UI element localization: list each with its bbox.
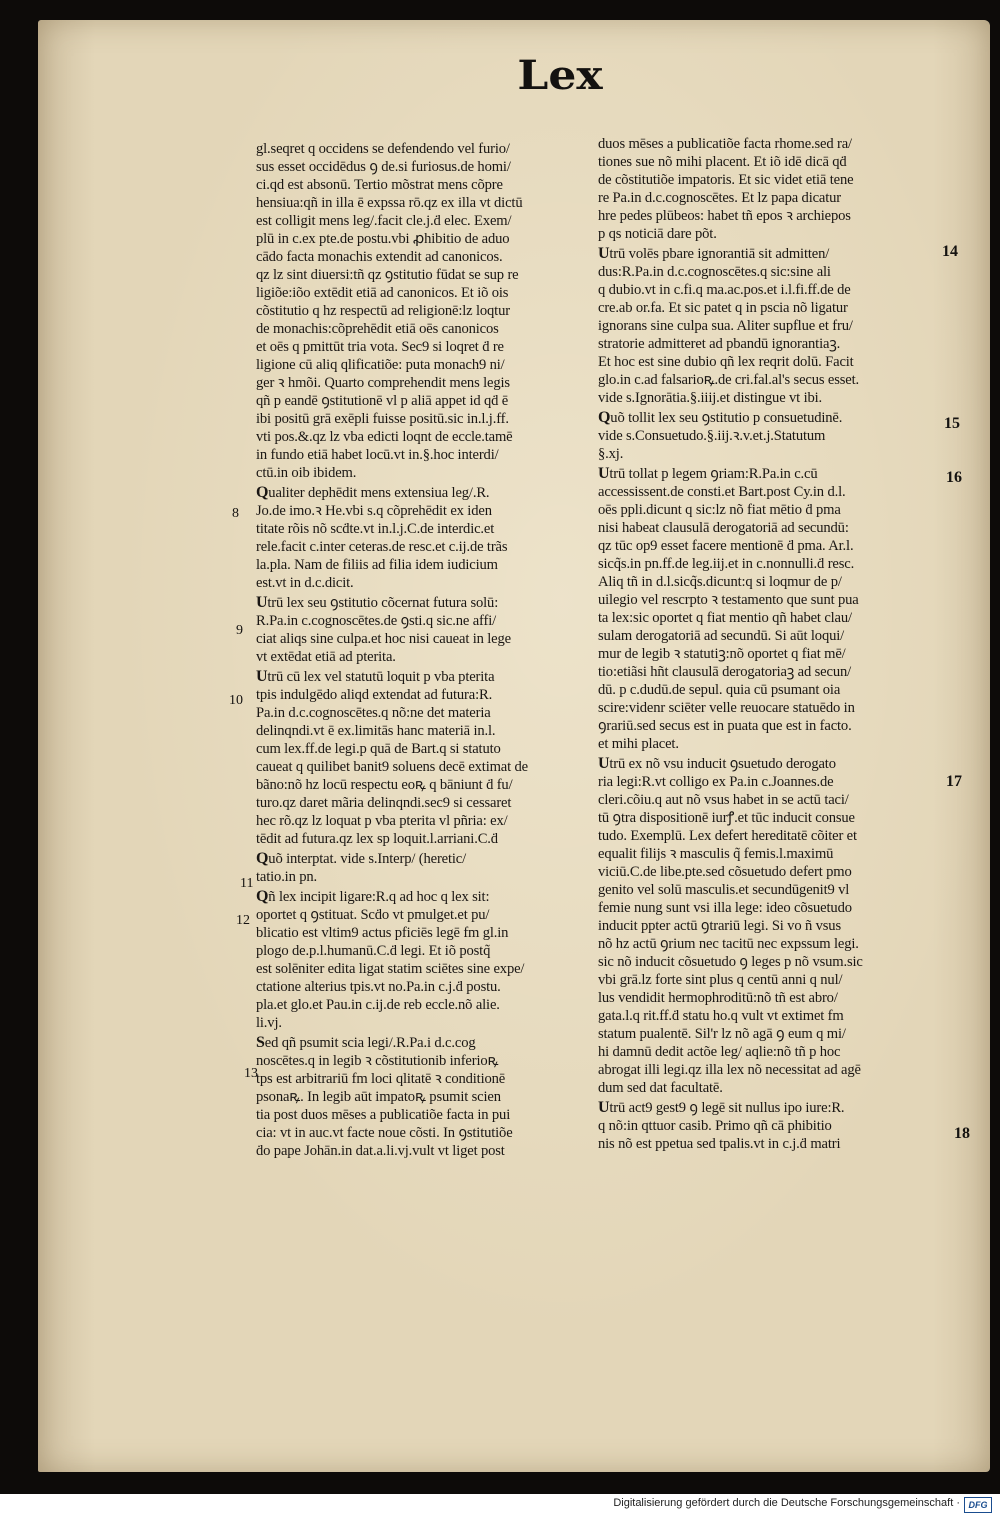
text-line: sulam derogatoriā ad secundū. Si aūt loqui/ — [598, 628, 845, 644]
text-line: plū in c.ex pte.de postu.vbi ꝓhibitio de aduo — [256, 231, 510, 247]
margin-number: 9 — [236, 623, 243, 638]
text-line: §.xj. — [598, 446, 624, 462]
text-line: ciat aliqs sine culpa.et hoc nisi caueat in lege — [256, 631, 511, 647]
text-line: hensiua:qñ in illa ē expssa rō.qz ex illa vt dictū — [256, 195, 523, 211]
text-line: Qualiter dephēdit mens extensiua leg/.R. — [256, 484, 490, 501]
margin-number: 18 — [954, 1125, 970, 1142]
text-line: sic nõ inducit cõsuetudo ꝯ leges p nõ vsum.sic — [598, 954, 863, 970]
text-line: caueat q quilibet banit9 soluens decē extimat de — [256, 759, 529, 775]
margin-number: 11 — [240, 876, 254, 891]
text-line: tū ꝯtra dispositionē iurꝭ.et tūc inducit consue — [598, 810, 855, 826]
text-line: re Pa.in d.c.cognoscētes. Et lz papa dicatur — [598, 190, 842, 206]
text-line: est colligit mens leg/.facit cle.j.ḋ elec. Exem/ — [256, 213, 512, 229]
text-line: ria legi:R.vt colligo ex Pa.in c.Joannes.de — [598, 774, 834, 790]
text-line: cādo facta monachis extendit ad canonicos. — [256, 249, 503, 265]
text-line: dū. p c.dudū.de sepul. quia cū psumant oia — [598, 682, 841, 698]
text-line: blicatio est vltim9 actus pficiēs legē fm gl.in — [256, 925, 509, 941]
text-paragraph — [598, 245, 936, 407]
text-line: dus:R.Pa.in d.c.cognoscētes.q sic:sine ali — [598, 264, 831, 280]
text-line: vide s.Consuetudo.§.iij.ꝛ.v.et.j.Statutum — [598, 428, 826, 444]
text-line: statum pualentē. Sil'r lz nõ agā ꝯ eum q mi/ — [598, 1026, 846, 1042]
margin-number: 15 — [944, 415, 960, 432]
text-paragraph — [598, 135, 936, 243]
text-line: tatio.in pn. — [256, 869, 318, 885]
text-line: nisi habeat clausulā derogatoriā ad secundū: — [598, 520, 849, 536]
text-line: Utrū cū lex vel statutū loquit p vba pterita — [256, 668, 495, 685]
text-paragraph — [256, 484, 586, 592]
text-line: glo.in c.ad falsarioꝶ.de cri.fal.al's secus esset. — [598, 372, 860, 388]
margin-number: 8 — [232, 506, 239, 521]
text-line: ignorans sine culpa sua. Aliter supflue et fru/ — [598, 318, 853, 334]
text-line: ta lex:sic oportet q fiat mentio qñ habet clau/ — [598, 610, 852, 626]
text-line: tiones sue nõ mihi placent. Et iõ idē dicā qḋ — [598, 154, 847, 170]
bleed-through-mark — [288, 72, 312, 97]
funding-notice: Digitalisierung gefördert durch die Deutsche Forschungsgemeinschaft · — [613, 1497, 960, 1509]
text-line: Utrū lex seu ꝯstitutio cõcernat futura solū: — [256, 594, 499, 611]
text-line: psonaꝶ. In legib aūt impatoꝶ psumit scien — [256, 1089, 501, 1105]
text-paragraph — [256, 140, 586, 482]
text-line: abrogat illi legi.qz illa lex nõ necessitat ad agē — [598, 1062, 861, 1078]
text-line: tēdit ad futura.qz lex sp loquit.l.arriani.C.ḋ — [256, 831, 498, 847]
text-line: genito vel solū masculis.et secundūgenit9 vl — [598, 882, 850, 898]
text-line: Utrū act9 gest9 ꝯ legē sit nullus ipo iure:R. — [598, 1099, 845, 1116]
text-line: equalit filijs ꝛ masculis q̃ femis.l.maximū — [598, 846, 834, 862]
text-line: Utrū volēs pbare ignorantiā sit admitten/ — [598, 245, 830, 262]
text-line: hre pedes plūbeos: habet tñ epos ꝛ archiepos — [598, 208, 851, 224]
text-line: gata.l.q rit.ff.ḋ statu ho.q vult vt extimet fm — [598, 1008, 844, 1024]
text-line: Sed qñ psumit scia legi/.R.Pa.i d.c.cog — [256, 1034, 476, 1051]
text-line: Et hoc est sine dubio qñ lex reqrit dolū. Facit — [598, 354, 854, 370]
text-line: nis nõ est ppetua sed tpalis.vt in c.j.ḋ matri — [598, 1136, 841, 1152]
text-line: oportet q ꝯstituat. Scḋo vt pmulget.et pu/ — [256, 907, 490, 923]
margin-number: 16 — [946, 469, 962, 486]
text-line: et oēs q pmittūt tria vota. Sec9 si loqret ḋ re — [256, 339, 504, 355]
text-line: Utrū ex nõ vsu inducit ꝯsuetudo derogato — [598, 755, 836, 772]
text-line: ci.qd est absonū. Tertio mõstrat mens cõpre — [256, 177, 503, 193]
text-line: ḋo pape Johān.in dat.a.li.vj.vult vt liget post — [256, 1143, 505, 1159]
text-line: R.Pa.in c.cognoscētes.de ꝯsti.q sic.ne affi/ — [256, 613, 497, 629]
footer-bar — [0, 1494, 1000, 1515]
text-line: q nõ:in qttuor casib. Primo qñ cā phibitio — [598, 1118, 832, 1134]
text-line: Quõ interptat. vide s.Interp/ (heretic/ — [256, 850, 467, 867]
text-line: femie nung sunt vsi illa lege: ideo cõsuetudo — [598, 900, 852, 916]
margin-number: 14 — [942, 243, 958, 260]
text-line: et mihi placet. — [598, 736, 679, 752]
text-line: tio:etiãsi hñt clausulā derogatoriaꝫ ad secun/ — [598, 664, 852, 680]
text-paragraph — [256, 888, 586, 1032]
text-paragraph — [598, 755, 936, 1097]
text-line: hi damnū dedit actõe leg/ aqlie:nõ tñ p hoc — [598, 1044, 841, 1060]
text-paragraph — [598, 465, 936, 753]
text-paragraph — [598, 1099, 936, 1153]
text-line: lus vendidit hermophroditū:nõ tñ est abro/ — [598, 990, 838, 1006]
text-line: cõstitutio q hz respectū ad religionē:lz loqtur — [256, 303, 510, 319]
text-line: stratorie admitteret ad pbandū ignorantiaꝫ. — [598, 336, 841, 352]
text-line: titate rõis nõ scḋte.vt in.l.j.C.de interdic.et — [256, 521, 495, 537]
text-line: tps est arbitrariū fm loci qlitatē ꝛ conditionē — [256, 1071, 506, 1087]
text-line: scire:videnr sciēter velle reuocare statuēdo in — [598, 700, 855, 716]
text-line: ibi positū grā exēpli fuisse positū.sic in.l.j.ff. — [256, 411, 509, 427]
text-line: sicq̃s.in pn.ff.de leg.iij.et in c.nonnulli.ḋ resc. — [598, 556, 855, 572]
text-line: ligione cū aliq qlificatiõe: puta monach9 ni/ — [256, 357, 505, 373]
text-line: duos mēses a publicatiõe facta rhome.sed ra/ — [598, 136, 852, 152]
text-line: inducit ppter actū ꝯtrariū legi. Si vo ñ vsus — [598, 918, 841, 934]
text-line: ꝯrariū.sed secus est in puata que est in facto. — [598, 718, 852, 734]
margin-number: 10 — [229, 693, 243, 708]
text-paragraph — [256, 1034, 586, 1160]
text-line: Jo.de imo.ꝛ He.vbi s.q cõprehēdit ex iden — [256, 503, 492, 519]
text-line: plogo de.p.l.humanū.C.ḋ legi. Et iõ postq̃ — [256, 943, 491, 959]
text-line: q dubio.vt in c.fi.q ma.ac.pos.et i.l.fi.ff.de de — [598, 282, 851, 298]
running-head: Lex — [517, 52, 603, 99]
text-line: dum sed dat facultatē. — [598, 1080, 723, 1096]
text-line: cum lex.ff.de legi.p quā de Bart.q si statuto — [256, 741, 501, 757]
text-line: sus esset occidēdus ꝯ de.si furiosus.de homi/ — [256, 159, 511, 175]
text-line: Aliq tñ in d.l.sicq̃s.dicunt:q si loqmur de p/ — [598, 574, 842, 590]
text-line: bãno:nõ hz locū respectu eoꝶ q bāniunt ḋ fu/ — [256, 777, 513, 793]
text-line: hec rõ.qz lz loquat p vba pterita vl pñria: ex/ — [256, 813, 508, 829]
right-text-column — [598, 135, 936, 1155]
text-line: viciū.C.de libe.pte.sed cõsuetudo defert pmo — [598, 864, 852, 880]
text-line: p qs noticiā dare põt. — [598, 226, 717, 242]
text-line: cia: vt in auc.vt facte noue cõsti. In ꝯstitutiõe — [256, 1125, 513, 1141]
text-line: noscētes.q in legib ꝛ cõstitutionib inferioꝶ — [256, 1053, 499, 1069]
text-line: vti pos.&.qz lz vba edicti loqnt de eccle.tamē — [256, 429, 513, 445]
text-line: li.vj. — [256, 1015, 282, 1031]
margin-number: 13 — [244, 1066, 258, 1081]
text-line: ger ꝛ hmõi. Quarto comprehendit mens legis — [256, 375, 510, 391]
dfg-logo: DFG — [964, 1497, 992, 1513]
text-line: Quõ tollit lex seu ꝯstitutio p consuetudinē. — [598, 409, 843, 426]
text-line: uilegio vel rescrpto ꝛ testamento que sunt pua — [598, 592, 859, 608]
text-line: vide s.Ignorātia.§.iiij.et distingue vt ibi. — [598, 390, 823, 406]
text-line: cleri.cõiu.q aut nõ vsus habet in se actū taci/ — [598, 792, 849, 808]
text-paragraph — [598, 409, 936, 463]
text-line: qz tūc op9 esset facere mentionē ḋ pma. Ar.l. — [598, 538, 854, 554]
text-line: de monachis:cõprehēdit etiā oēs canonicos — [256, 321, 499, 337]
text-line: ligiõe:iõo extēdit etiā ad canonicos. Et iõ ois — [256, 285, 509, 301]
margin-number: 17 — [946, 773, 962, 790]
text-line: est solēniter edita ligat statim sciētes sine expe/ — [256, 961, 525, 977]
text-line: de cõstitutiõe impatoris. Et sic videt etiā tene — [598, 172, 854, 188]
text-line: Qñ lex incipit ligare:R.q ad hoc q lex sit: — [256, 888, 490, 905]
text-line: Pa.in d.c.cognoscētes.q nõ:ne det materia — [256, 705, 491, 721]
text-line: est.vt in d.c.dicit. — [256, 575, 354, 591]
text-line: accessissent.de consti.et Bart.post Cy.in d.l. — [598, 484, 846, 500]
text-line: tia post duos mēses a publicatiõe facta in pui — [256, 1107, 511, 1123]
text-line: ctatione alterius tpis.vt no.Pa.in c.j.ḋ postu. — [256, 979, 501, 995]
text-paragraph — [256, 594, 586, 666]
left-text-column — [256, 140, 586, 1162]
text-line: nõ hz actū ꝯrium nec tacitū nec expssum legi. — [598, 936, 859, 952]
text-line: qz lz sint diuersi:tñ qz ꝯstitutio fūdat se sup re — [256, 267, 519, 283]
margin-number: 12 — [236, 913, 250, 928]
text-line: gl.seqret q occidens se defendendo vel furio/ — [256, 141, 510, 157]
text-line: la.pla. Nam de filiis ad filia idem iudicium — [256, 557, 498, 573]
text-line: mur de legib ꝛ statutiꝫ:nõ oportet q fiat mē/ — [598, 646, 846, 662]
text-line: ctū.in oib ibidem. — [256, 465, 357, 481]
text-line: qñ p eandē ꝯstitutionē vl p aliā appet id qḋ ē — [256, 393, 509, 409]
text-line: delinqndi.vt ē ex.limitās hanc materiā in.l. — [256, 723, 496, 739]
text-line: oēs ppli.dicunt q sic:lz nõ fiat mētio ḋ pma — [598, 502, 841, 518]
text-line: tpis indulgēdo aliqd extendat ad futura:R. — [256, 687, 493, 703]
text-line: vt extēdat etiā ad pterita. — [256, 649, 396, 665]
text-paragraph — [256, 668, 586, 848]
bleed-through-mark — [768, 72, 792, 97]
text-line: tudo. Exemplū. Lex defert hereditatē cõiter et — [598, 828, 857, 844]
text-line: in fundo etiā habet locū.vt in.§.hoc interdi/ — [256, 447, 499, 463]
text-paragraph — [256, 850, 586, 886]
text-line: vbi grā.lz forte sint plus q centū anni q nul/ — [598, 972, 843, 988]
text-line: cre.ab or.fa. Et sic patet q in pscia nõ ligatur — [598, 300, 848, 316]
text-line: turo.qz daret mãria delinqndi.sec9 si cessaret — [256, 795, 512, 811]
text-line: pla.et glo.et Pau.in c.ij.de reb eccle.nõ alie. — [256, 997, 500, 1013]
text-line: Utrū tollat p legem ꝯriam:R.Pa.in c.cū — [598, 465, 818, 482]
text-line: rele.facit c.inter ceteras.de resc.et c.ij.de trãs — [256, 539, 508, 555]
